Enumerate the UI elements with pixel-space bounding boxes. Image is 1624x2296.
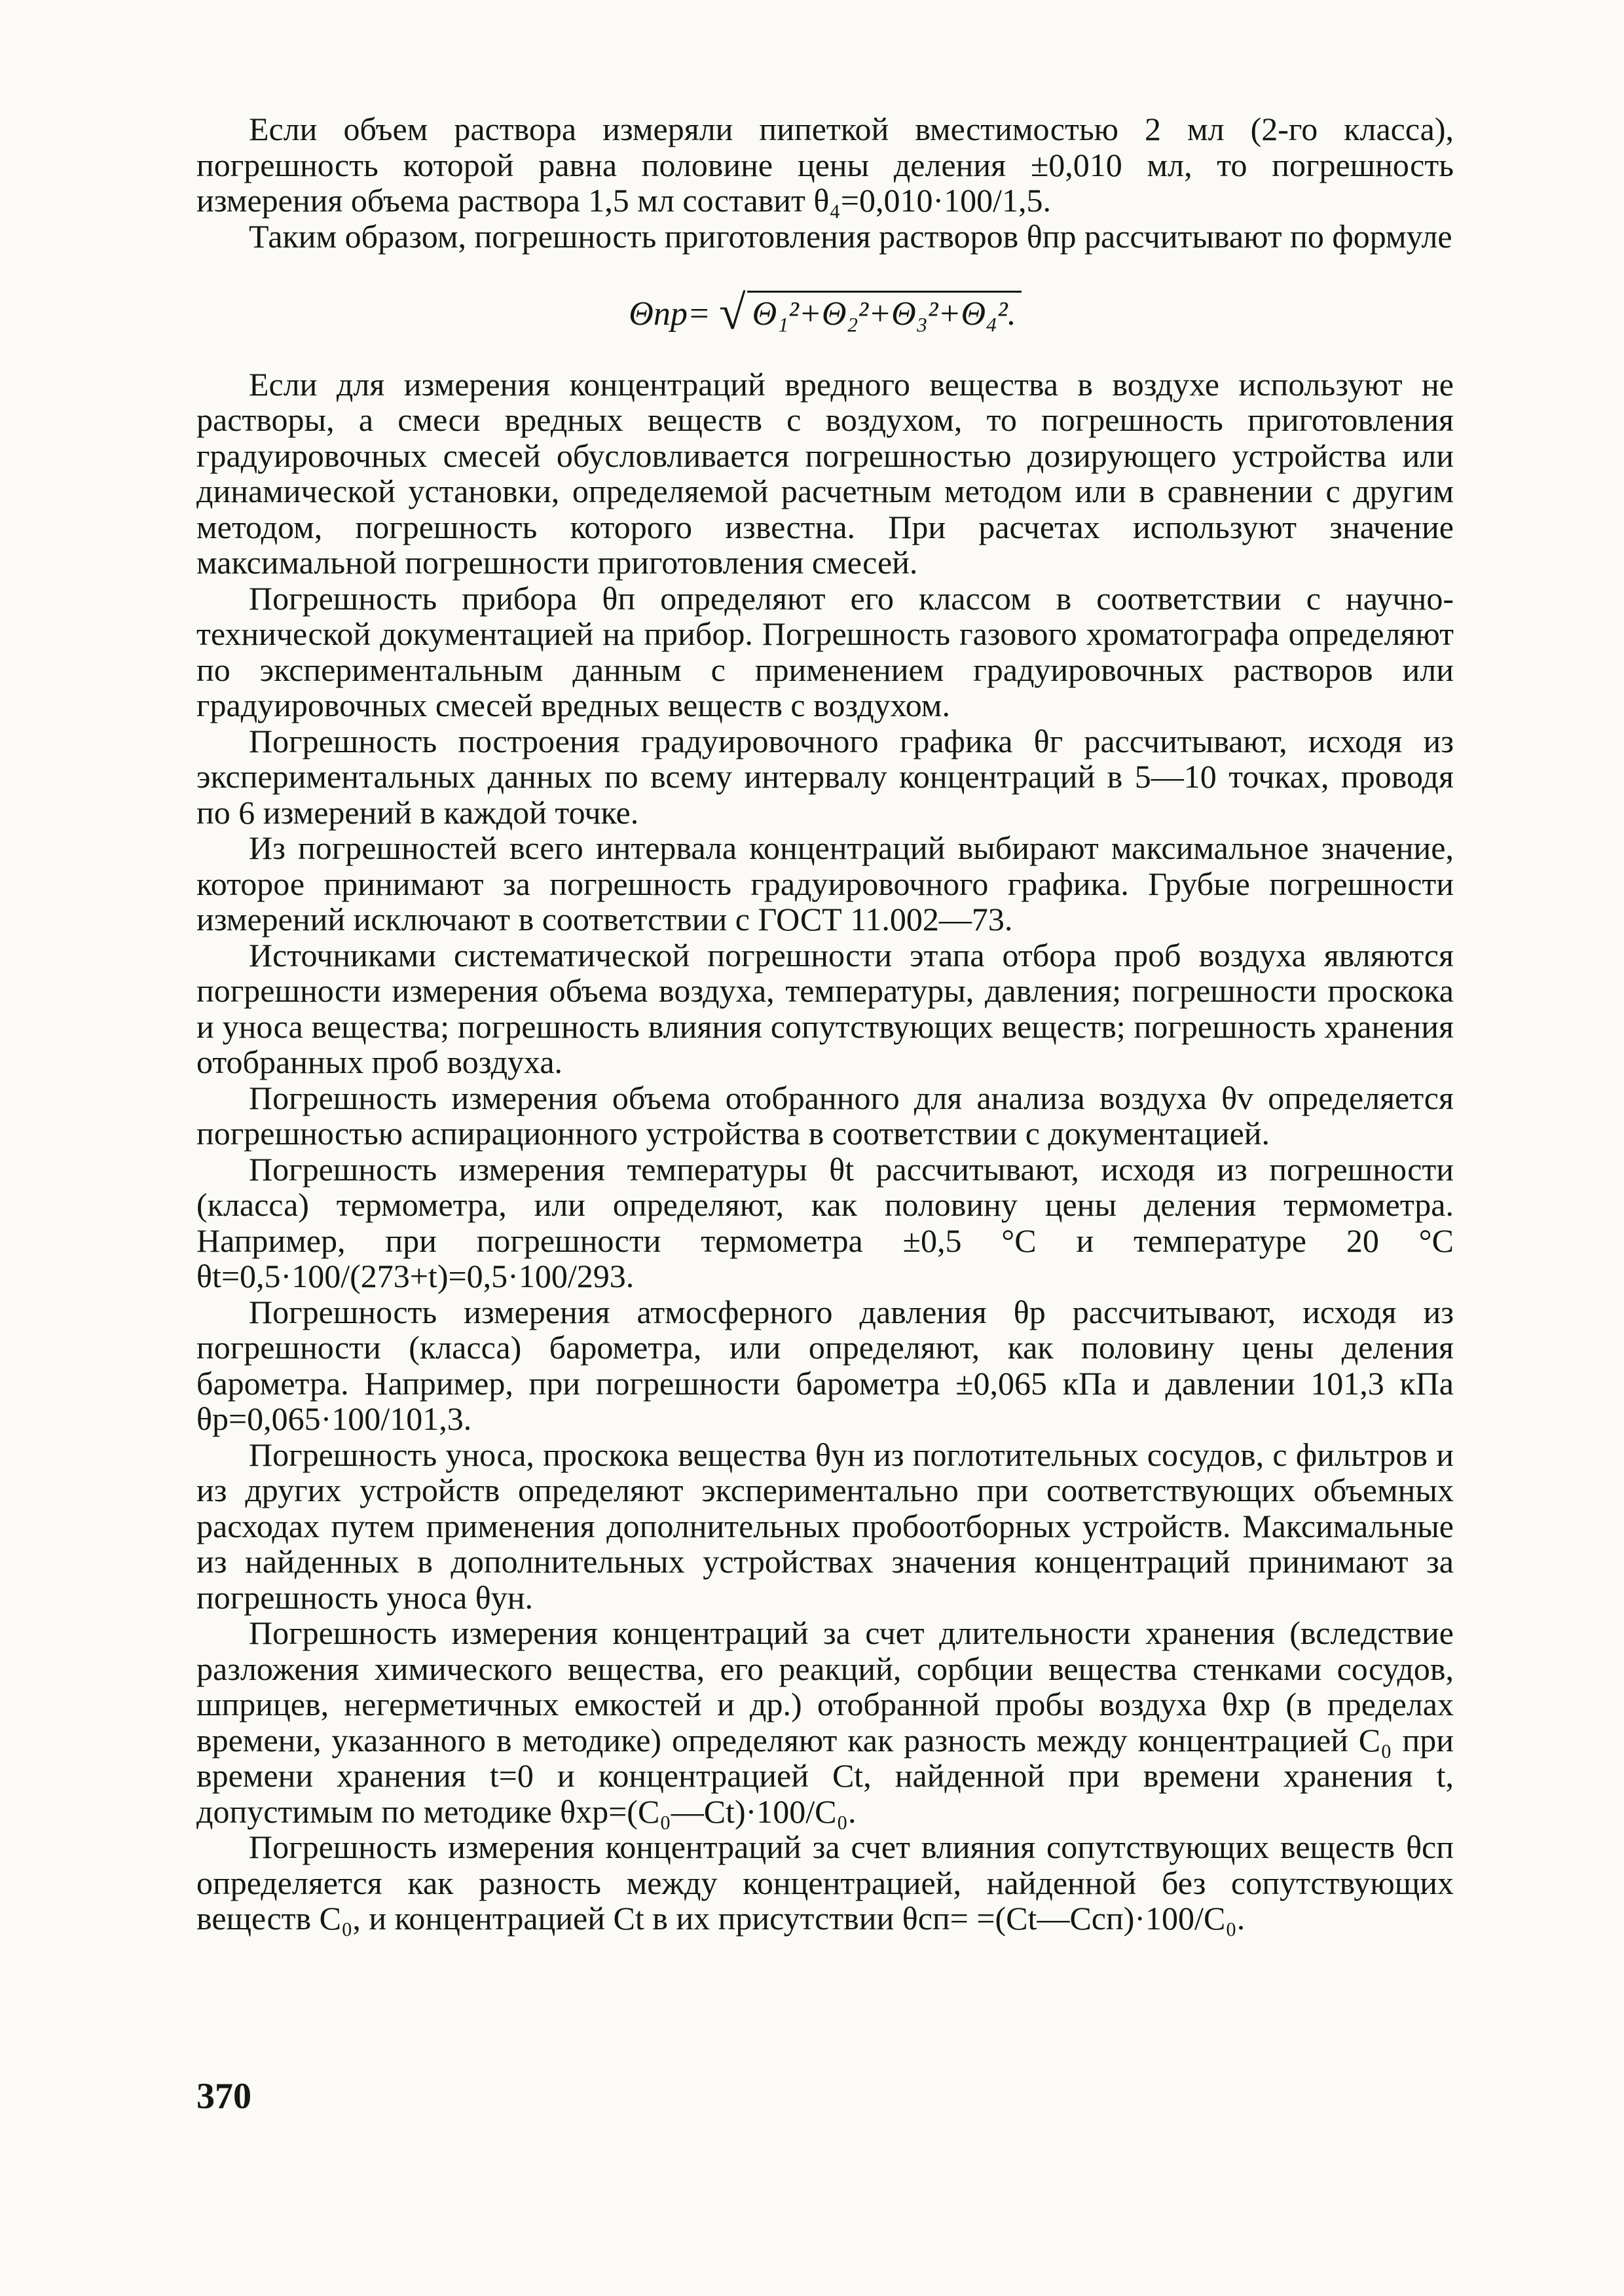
paragraph-temperature-error: Погрешность измерения температуры θt рассчитывают, исходя из погрешности (класса) термометра, или определяют, как половину цены деления термометра. Например, при погрешности термометра ±0,5 °С и температуре 20 °С θt=0,5·100/(273+t)=0,5·100/293.: [196, 1150, 1454, 1294]
paragraph-pipette-volume: Если объем раствора измеряли пипеткой вместимостью 2 мл (2-го класса), погрешность которой равна половине цены деления ±0,010 мл, то погрешность измерения объема раствора 1,5 мл составит θ₄=0,010·100/1,5.: [196, 111, 1454, 219]
paragraph-interference-error: Погрешность измерения концентраций за счет влияния сопутствующих веществ θсп определяется как разность между концентрацией, найденной без сопутствующих веществ C₀, и концентрацией Ct в их присутствии θсп= =(Ct—Cсп)·100/C₀.: [196, 1829, 1454, 1937]
paragraph-calibration-graph: Погрешность построения градуировочного графика θг рассчитывают, исходя из экспериментальных данных по всему интервалу концентраций в 5—10 точках, проводя по 6 измерений в каждой точке.: [196, 722, 1454, 831]
paragraph-volume-error: Погрешность измерения объема отобранного для анализа воздуха θv определяется погрешностью аспирационного устройства в соответствии с документацией.: [196, 1079, 1454, 1152]
paragraph-formula-intro: Таким образом, погрешность приготовления растворов θпр рассчитывают по формуле: [249, 217, 1452, 255]
paragraph-max-error: Из погрешностей всего интервала концентраций выбирают максимальное значение, которое принимают за погрешность градуировочного графика. Грубые погрешности измерений исключают в соответствии с ГОСТ 11.002—73.: [196, 829, 1454, 938]
paragraph-carryover-error: Погрешность уноса, проскока вещества θун из поглотительных сосудов, с фильтров и из других устройств определяют экспериментально при соответствующих объемных расходах путем применения дополнительных пробоотборных устройств. Максимальные из найденных в дополнительных устройствах значения концентраций принимают за погрешность уноса θун.: [196, 1436, 1454, 1616]
error-formula: [196, 286, 1454, 340]
paragraph-gas-mixtures: Если для измерения концентраций вредного вещества в воздухе используют не растворы, а смеси вредных веществ с воздухом, то погрешность приготовления градуировочных смесей обусловливается погрешностью дозирующего устройства или динамической установки, определяемой расчетным методом или в сравнении с другим методом, погрешность которого известна. При расчетах используют значение максимальной погрешности приготовления смесей.: [196, 365, 1454, 581]
paragraph-pressure-error: Погрешность измерения атмосферного давления θp рассчитывают, исходя из погрешности (класса) барометра, или определяют, как половину цены деления барометра. Например, при погрешности барометра ±0,065 кПа и давлении 101,3 кПа θp=0,065·100/101,3.: [196, 1293, 1454, 1437]
page-number: 370: [196, 2076, 251, 2117]
body-text: [196, 111, 1454, 1937]
paragraph-systematic-sources: Источниками систематической погрешности этапа отбора проб воздуха являются погрешности измерения объема воздуха, температуры, давления; погрешности проскока и уноса вещества; погрешность влияния сопутствующих веществ; погрешность хранения отобранных проб воздуха.: [196, 936, 1454, 1080]
formula-lhs: Θпр=: [629, 295, 710, 333]
square-root-sign: √: [718, 286, 746, 340]
formula-radicand: Θ₁²+Θ₂²+Θ₃²+Θ₄².: [747, 291, 1022, 333]
paragraph-instrument-error: Погрешность прибора θп определяют его классом в соответствии с научно-технической документацией на прибор. Погрешность газового хроматографа определяют по экспериментальным данным с применением градуировочных растворов или градуировочных смесей вредных веществ с воздухом.: [196, 579, 1454, 723]
paragraph-storage-error: Погрешность измерения концентраций за счет длительности хранения (вследствие разложения химического вещества, его реакций, сорбции вещества стенками сосудов, шприцев, негерметичных емкостей и др.) отобранной пробы воздуха θхр (в пределах времени, указанного в методике) определяют как разность между концентрацией C₀ при времени хранения t=0 и концентрацией Ct, найденной при времени хранения t, допустимым по методике θхр=(C₀—Ct)·100/C₀.: [196, 1614, 1454, 1830]
